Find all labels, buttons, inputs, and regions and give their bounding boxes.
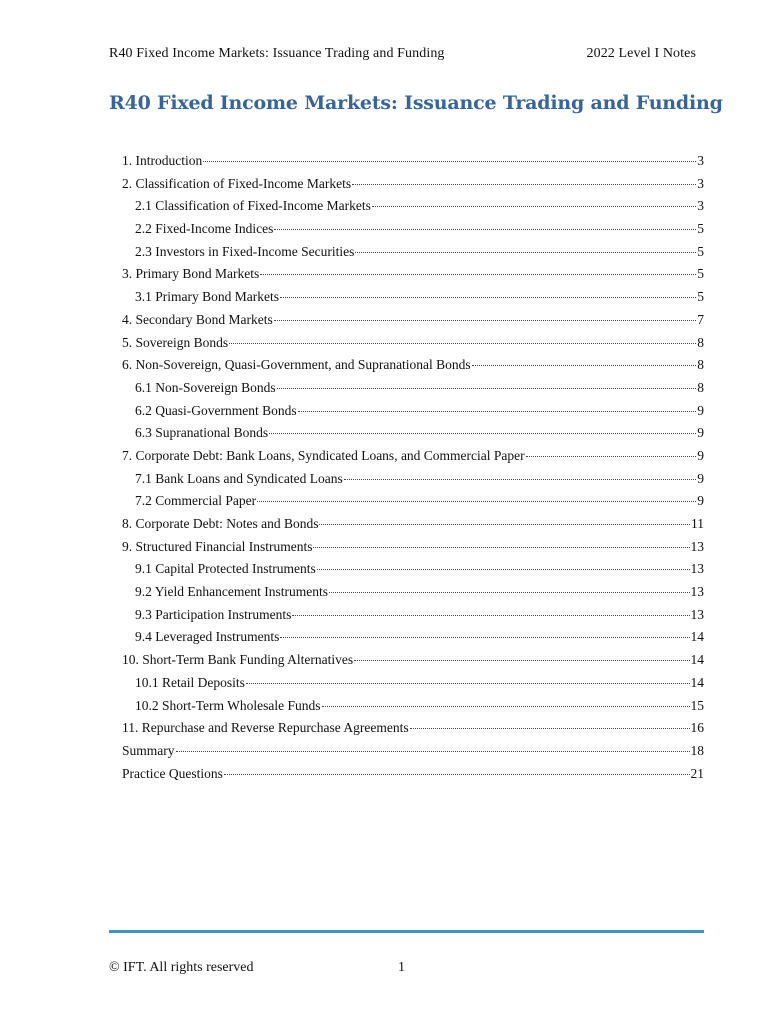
toc-dot-leader (526, 456, 697, 457)
toc-entry-label: 6.2 Quasi-Government Bonds (135, 402, 297, 418)
toc-dot-leader (277, 388, 697, 389)
toc-entry-label: 2.3 Investors in Fixed-Income Securities (135, 243, 355, 259)
toc-dot-leader (260, 274, 696, 275)
toc-entry-page: 21 (690, 765, 704, 781)
toc-dot-leader (274, 320, 697, 321)
table-of-contents (122, 150, 704, 785)
toc-entry[interactable] (122, 332, 704, 355)
toc-entry-page: 13 (690, 584, 704, 600)
toc-entry[interactable] (122, 695, 704, 718)
toc-entry[interactable] (122, 263, 704, 286)
toc-entry-page: 13 (690, 538, 704, 554)
toc-entry-label: 9.2 Yield Enhancement Instruments (135, 584, 328, 600)
toc-entry-label: 8. Corporate Debt: Notes and Bonds (122, 516, 319, 531)
toc-entry-label: 3.1 Primary Bond Markets (135, 289, 279, 305)
toc-entry[interactable] (122, 286, 704, 309)
toc-entry[interactable] (122, 150, 704, 173)
toc-entry[interactable] (122, 717, 704, 740)
toc-entry-label: 9.4 Leveraged Instruments (135, 629, 280, 645)
toc-dot-leader (317, 569, 690, 570)
toc-dot-leader (344, 479, 697, 480)
toc-dot-leader (224, 774, 690, 775)
toc-entry-label: 9.1 Capital Protected Instruments (135, 561, 316, 577)
toc-entry[interactable] (122, 422, 704, 445)
toc-dot-leader (329, 592, 690, 593)
footer-page-number: 1 (398, 960, 405, 975)
header-right-text: 2022 Level I Notes (586, 46, 696, 61)
toc-entry-label: 7.2 Commercial Paper (135, 493, 257, 509)
toc-entry-page: 14 (690, 674, 704, 690)
toc-entry-page: 5 (697, 289, 704, 305)
toc-dot-leader (269, 433, 696, 434)
toc-entry-label: 7. Corporate Debt: Bank Loans, Syndicated Loans, and Commercial Paper (122, 447, 525, 463)
toc-dot-leader (280, 637, 689, 638)
toc-entry[interactable] (122, 490, 704, 513)
toc-entry-label: 3. Primary Bond Markets (122, 266, 260, 282)
toc-entry[interactable] (122, 354, 704, 377)
toc-dot-leader (352, 184, 696, 185)
toc-entry[interactable] (122, 377, 704, 400)
toc-entry[interactable] (122, 173, 704, 196)
toc-entry-page: 13 (690, 606, 704, 622)
toc-entry-page: 5 (697, 266, 704, 282)
toc-dot-leader (372, 206, 696, 207)
toc-entry-page: 8 (697, 357, 704, 373)
toc-dot-leader (176, 751, 690, 752)
toc-entry-label: 7.1 Bank Loans and Syndicated Loans (135, 470, 343, 486)
toc-entry[interactable] (122, 513, 704, 536)
toc-entry-page: 9 (697, 425, 704, 441)
toc-entry[interactable] (122, 581, 704, 604)
toc-entry[interactable] (122, 445, 704, 468)
toc-entry-label: 9. Structured Financial Instruments (122, 538, 313, 554)
toc-entry-page: 9 (697, 447, 704, 463)
toc-entry-page: 8 (697, 334, 704, 350)
toc-dot-leader (229, 343, 696, 344)
toc-entry-label: Practice Questions (122, 765, 223, 781)
toc-entry[interactable] (122, 626, 704, 649)
toc-entry-label: Summary (122, 742, 175, 758)
toc-entry-label: 9.3 Participation Instruments (135, 606, 292, 622)
toc-entry[interactable] (122, 740, 704, 763)
page-header (109, 46, 696, 62)
toc-entry[interactable] (122, 400, 704, 423)
toc-entry-label: 2. Classification of Fixed-Income Markets (122, 175, 352, 191)
toc-dot-leader (203, 161, 696, 162)
toc-entry-page: 5 (697, 221, 704, 237)
toc-entry-page: 3 (697, 198, 704, 214)
header-left-text: R40 Fixed Income Markets: Issuance Trading and Funding (109, 46, 445, 61)
toc-entry-page: 13 (690, 561, 704, 577)
toc-entry[interactable] (122, 763, 704, 786)
toc-dot-leader (274, 229, 696, 230)
toc-entry[interactable] (122, 604, 704, 627)
toc-entry-page: 16 (690, 720, 704, 736)
footer-copyright: © IFT. All rights reserved (109, 960, 254, 975)
toc-entry-page: 8 (697, 379, 704, 395)
toc-entry-page: 9 (697, 402, 704, 418)
toc-entry-label: 6. Non-Sovereign, Quasi-Government, and Supranational Bonds (122, 357, 471, 373)
document-title: R40 Fixed Income Markets: Issuance Trading and Funding (109, 92, 723, 114)
toc-dot-leader (355, 252, 696, 253)
toc-entry-page: 3 (697, 153, 704, 168)
footer-divider (109, 930, 704, 933)
toc-entry-page: 11 (691, 516, 704, 531)
toc-entry-page: 3 (697, 175, 704, 191)
toc-dot-leader (472, 365, 697, 366)
toc-entry-page: 9 (697, 470, 704, 486)
toc-entry-label: 11. Repurchase and Reverse Repurchase Agreements (122, 720, 409, 736)
toc-entry-page: 15 (690, 697, 704, 713)
toc-entry[interactable] (122, 218, 704, 241)
toc-dot-leader (298, 411, 697, 412)
toc-entry-label: 5. Sovereign Bonds (122, 334, 229, 350)
toc-entry[interactable] (122, 309, 704, 332)
toc-entry[interactable] (122, 195, 704, 218)
toc-entry-label: 10.1 Retail Deposits (135, 674, 245, 690)
toc-entry-label: 10.2 Short-Term Wholesale Funds (135, 697, 321, 713)
toc-entry-page: 14 (690, 629, 704, 645)
toc-entry[interactable] (122, 649, 704, 672)
toc-entry-page: 14 (690, 652, 704, 668)
toc-dot-leader (246, 683, 690, 684)
toc-dot-leader (313, 547, 689, 548)
toc-dot-leader (322, 706, 690, 707)
toc-entry[interactable] (122, 536, 704, 559)
toc-entry-label: 6.1 Non-Sovereign Bonds (135, 379, 276, 395)
toc-entry-page: 7 (697, 311, 704, 327)
toc-entry-label: 2.2 Fixed-Income Indices (135, 221, 274, 237)
toc-entry-label: 4. Secondary Bond Markets (122, 311, 273, 327)
toc-entry-page: 18 (690, 742, 704, 758)
toc-dot-leader (257, 501, 696, 502)
toc-entry-page: 5 (697, 243, 704, 259)
toc-entry[interactable] (122, 558, 704, 581)
toc-entry-label: 2.1 Classification of Fixed-Income Markets (135, 198, 371, 214)
toc-entry[interactable] (122, 672, 704, 695)
toc-entry-label: 10. Short-Term Bank Funding Alternatives (122, 652, 354, 668)
toc-dot-leader (410, 728, 690, 729)
toc-dot-leader (280, 297, 696, 298)
toc-entry-label: 6.3 Supranational Bonds (135, 425, 269, 441)
toc-dot-leader (319, 524, 690, 525)
toc-entry-page: 9 (697, 493, 704, 509)
toc-entry[interactable] (122, 241, 704, 264)
toc-dot-leader (354, 660, 689, 661)
toc-entry-label: 1. Introduction (122, 153, 203, 168)
toc-entry[interactable] (122, 468, 704, 491)
toc-dot-leader (292, 615, 689, 616)
